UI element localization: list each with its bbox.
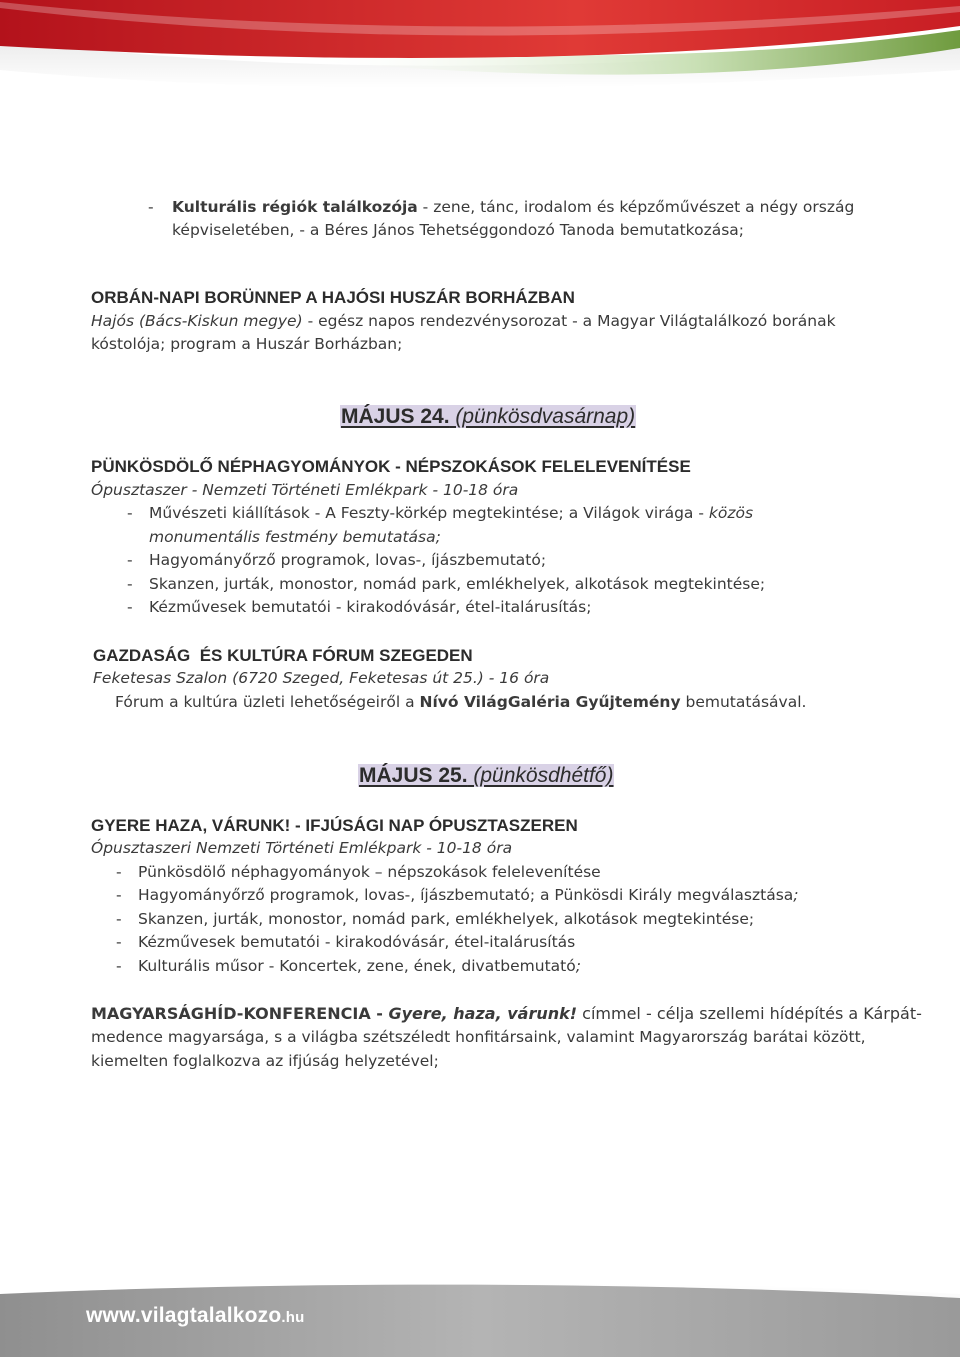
conference-title: MAGYARSÁGHÍD-KONFERENCIA - xyxy=(91,1004,389,1023)
list-item xyxy=(138,957,581,975)
list-item: Kézművesek bemutatói - kirakodóvásár, étel-italárusítás; xyxy=(149,598,592,616)
list-item-tail: ; xyxy=(575,957,581,975)
youth-day-heading: GYERE HAZA, VÁRUNK! - IFJÚSÁGI NAP ÓPUSZTASZEREN xyxy=(91,816,578,835)
conference-line xyxy=(91,1004,922,1023)
list-item-tail: ; xyxy=(793,886,799,904)
regions-meeting-line xyxy=(172,198,854,216)
footer-website-url[interactable] xyxy=(86,1304,304,1328)
date-heading-may-24 xyxy=(340,405,636,429)
list-item-text: Művészeti kiállítások - A Feszty-körkép megtekintése; a Világok virága - xyxy=(149,504,709,522)
date-heading-may-25 xyxy=(358,764,614,788)
date-subtitle: (pünkösdhétfő) xyxy=(467,764,614,787)
list-item: Hagyományőrző programok, lovas-, íjászbemutató; xyxy=(149,551,547,569)
bullet-dash: - xyxy=(127,504,133,522)
list-item xyxy=(138,886,799,904)
forum-desc-pre: Fórum a kultúra üzleti lehetőségeiről a xyxy=(115,693,420,711)
youth-day-place: Ópusztaszeri Nemzeti Történeti Emlékpark - 10-18 óra xyxy=(91,839,513,857)
bullet-dash: - xyxy=(116,863,122,881)
bullet-dash: - xyxy=(127,575,133,593)
forum-desc-post: bemutatásával. xyxy=(680,693,807,711)
bullet-dash: - xyxy=(127,598,133,616)
header-ribbon-graphic xyxy=(0,0,960,95)
regions-meeting-line-2: képviseletében, - a Béres János Tehetséggondozó Tanoda bemutatkozása; xyxy=(172,221,744,239)
economy-culture-forum-desc xyxy=(115,693,806,711)
economy-culture-forum-place: Feketesas Szalon (6720 Szeged, Feketesas út 25.) - 16 óra xyxy=(93,669,550,687)
list-item: Pünkösdölő néphagyományok – népszokások felelevenítése xyxy=(138,863,601,881)
pentecost-traditions-place: Ópusztaszer - Nemzeti Történeti Emlékpark - 10-18 óra xyxy=(91,481,519,499)
conference-desc: címmel - célja szellemi hídépítés a Kárpát- xyxy=(577,1004,922,1023)
wine-festival-desc-2: kóstolója; program a Huszár Borházban; xyxy=(91,335,403,353)
bullet-dash: - xyxy=(116,957,122,975)
list-item: Skanzen, jurták, monostor, nomád park, emlékhelyek, alkotások megtekintése; xyxy=(149,575,766,593)
bullet-dash: - xyxy=(116,933,122,951)
pentecost-traditions-heading: PÜNKÖSDÖLŐ NÉPHAGYOMÁNYOK - NÉPSZOKÁSOK FELELEVENÍTÉSE xyxy=(91,457,691,476)
footer-url-tld: .hu xyxy=(281,1309,305,1326)
list-item: Skanzen, jurták, monostor, nomád park, emlékhelyek, alkotások megtekintése; xyxy=(138,910,755,928)
list-item-continuation: monumentális festmény bemutatása; xyxy=(149,528,441,546)
list-item-italic: közös xyxy=(708,504,754,522)
bullet-dash: - xyxy=(116,910,122,928)
regions-meeting-desc: - zene, tánc, irodalom és képzőművészet a négy ország xyxy=(417,198,855,216)
date-day: MÁJUS 25. xyxy=(359,764,468,787)
conference-motto: Gyere, haza, várunk! xyxy=(388,1004,578,1023)
bullet-dash: - xyxy=(116,886,122,904)
date-day: MÁJUS 24. xyxy=(341,405,450,428)
wine-festival-place: Hajós (Bács-Kiskun megye) xyxy=(91,312,303,330)
bullet-dash: - xyxy=(127,551,133,569)
conference-line-3: kiemelten foglalkozva az ifjúság helyzetével; xyxy=(91,1052,439,1070)
footer-url-main: www.vilagtalalkozo xyxy=(86,1304,282,1327)
economy-culture-forum-heading: GAZDASÁG ÉS KULTÚRA FÓRUM SZEGEDEN xyxy=(93,646,473,665)
list-item-text: Kulturális műsor - Koncertek, zene, ének, divatbemutató xyxy=(138,957,576,975)
conference-line-2: medence magyarsága, s a világba szétszéledt honfitársaink, valamint Magyarország barátai között, xyxy=(91,1028,866,1046)
wine-festival-heading: ORBÁN-NAPI BORÜNNEP A HAJÓSI HUSZÁR BORHÁZBAN xyxy=(91,288,575,307)
list-item: Kézművesek bemutatói - kirakodóvásár, étel-italárusítás xyxy=(138,933,576,951)
wine-festival-desc xyxy=(91,312,836,330)
forum-desc-bold: Nívó VilágGaléria Gyűjtemény xyxy=(419,693,681,711)
list-item-text: Hagyományőrző programok, lovas-, íjászbemutató; a Pünkösdi Király megválasztása xyxy=(138,886,794,904)
list-item xyxy=(149,504,753,522)
wine-festival-desc-rest: - egész napos rendezvénysorozat - a Magyar Világtalálkozó borának xyxy=(302,312,836,330)
bullet-dash: - xyxy=(148,198,154,216)
date-subtitle: (pünkösdvasárnap) xyxy=(449,405,636,428)
regions-meeting-title: Kulturális régiók találkozója xyxy=(172,198,418,216)
